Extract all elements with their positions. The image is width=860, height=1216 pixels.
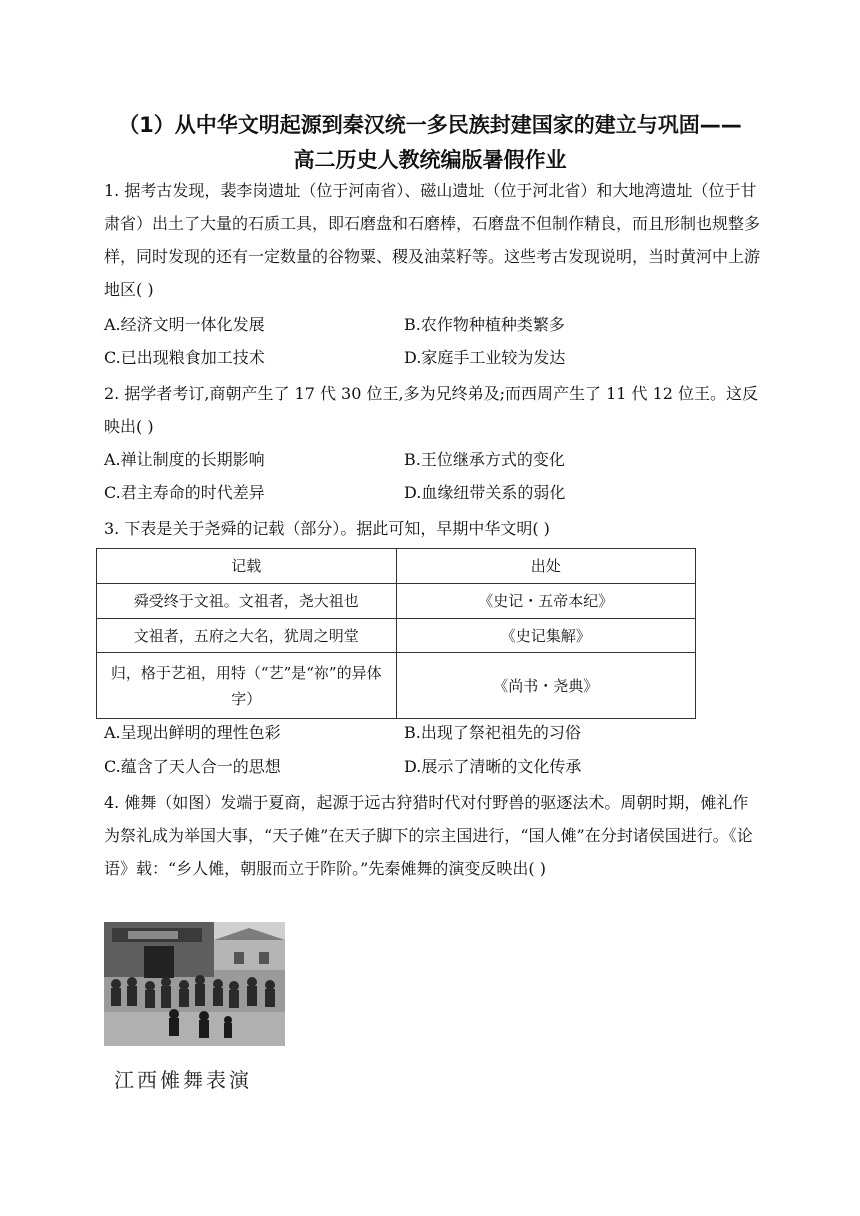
question-2-option-b[interactable]: B.王位继承方式的变化 bbox=[404, 450, 565, 469]
question-1-stem: 1. 据考古发现，裴李岗遗址（位于河南省）、磁山遗址（位于河北省）和大地湾遗址（位于甘肃省）出土了大量的石质工具，即石磨盘和石磨棒，石磨盘不但制作精良，而且形制也规整多样，同时发现的还有一定数量的谷物粟、稷及油菜籽等。这些考古发现说明，当时黄河中上游地区( ) bbox=[104, 181, 761, 299]
question-2-option-d[interactable]: D.血缘纽带关系的弱化 bbox=[404, 483, 566, 502]
question-1-option-c[interactable]: C.已出现粮食加工技术 bbox=[104, 348, 265, 367]
question-2-options-row-2 bbox=[104, 476, 760, 509]
question-3-option-c[interactable]: C.蕴含了天人合一的思想 bbox=[104, 757, 281, 776]
table-header-source: 出处 bbox=[396, 549, 696, 584]
question-1-options-row-2 bbox=[104, 341, 760, 374]
question-2-stem: 2. 据学者考订,商朝产生了 17 代 30 位王,多为兄终弟及;而西周产生了 11 代 12 位王。这反映出( ) bbox=[104, 384, 759, 436]
table-header-records: 记载 bbox=[97, 549, 397, 584]
question-2-option-c[interactable]: C.君主寿命的时代差异 bbox=[104, 483, 265, 502]
question-3-option-b[interactable]: B.出现了祭祀祖先的习俗 bbox=[404, 723, 581, 742]
nuo-dance-photo-illustration bbox=[104, 922, 285, 1046]
question-1-options-row-1 bbox=[104, 308, 760, 341]
table-row bbox=[97, 619, 696, 653]
title-line-1: （1）从中华文明起源到秦汉统一多民族封建国家的建立与巩固—— bbox=[118, 113, 742, 137]
table-header-row bbox=[97, 549, 696, 584]
question-3-stem: 3. 下表是关于尧舜的记载（部分）。据此可知，早期中华文明( ) bbox=[104, 519, 550, 538]
question-1-option-b[interactable]: B.农作物种植种类繁多 bbox=[404, 315, 565, 334]
table-cell-source: 《史记集解》 bbox=[396, 619, 696, 653]
question-1-option-a[interactable]: A.经济文明一体化发展 bbox=[104, 315, 265, 334]
question-3-option-d[interactable]: D.展示了清晰的文化传承 bbox=[404, 757, 582, 776]
question-2-option-a[interactable]: A.禅让制度的长期影响 bbox=[104, 450, 265, 469]
question-4-stem: 4. 傩舞（如图）发端于夏商，起源于远古狩猎时代对付野兽的驱逐法术。周朝时期，傩礼作为祭礼成为举国大事，“天子傩”在天子脚下的宗主国进行，“国人傩”在分封诸侯国进行。《论语》载：“乡人傩，朝服而立于阼阶。”先秦傩舞的演变反映出( ) bbox=[104, 793, 753, 878]
table-cell-record: 归，格于艺祖，用特（“艺”是“祢”的异体字） bbox=[97, 653, 397, 719]
photo-caption: 江西傩舞表演 bbox=[114, 1068, 252, 1092]
question-3-options-row-2 bbox=[104, 750, 760, 783]
question-3-option-a[interactable]: A.呈现出鲜明的理性色彩 bbox=[104, 723, 281, 742]
table-cell-source: 《史记・五帝本纪》 bbox=[396, 584, 696, 619]
records-table bbox=[96, 548, 696, 719]
page-title bbox=[100, 108, 760, 178]
question-3-options-row-1 bbox=[104, 716, 760, 749]
table-row bbox=[97, 584, 696, 619]
question-2-options-row-1 bbox=[104, 443, 760, 476]
nuo-dance-photo bbox=[104, 922, 285, 1046]
table-cell-record: 文祖者，五府之大名，犹周之明堂 bbox=[97, 619, 397, 653]
table-cell-record: 舜受终于文祖。文祖者，尧大祖也 bbox=[97, 584, 397, 619]
question-1-option-d[interactable]: D.家庭手工业较为发达 bbox=[404, 348, 566, 367]
table-cell-source: 《尚书・尧典》 bbox=[396, 653, 696, 719]
table-row bbox=[97, 653, 696, 719]
title-line-2: 高二历史人教统编版暑假作业 bbox=[293, 148, 567, 172]
